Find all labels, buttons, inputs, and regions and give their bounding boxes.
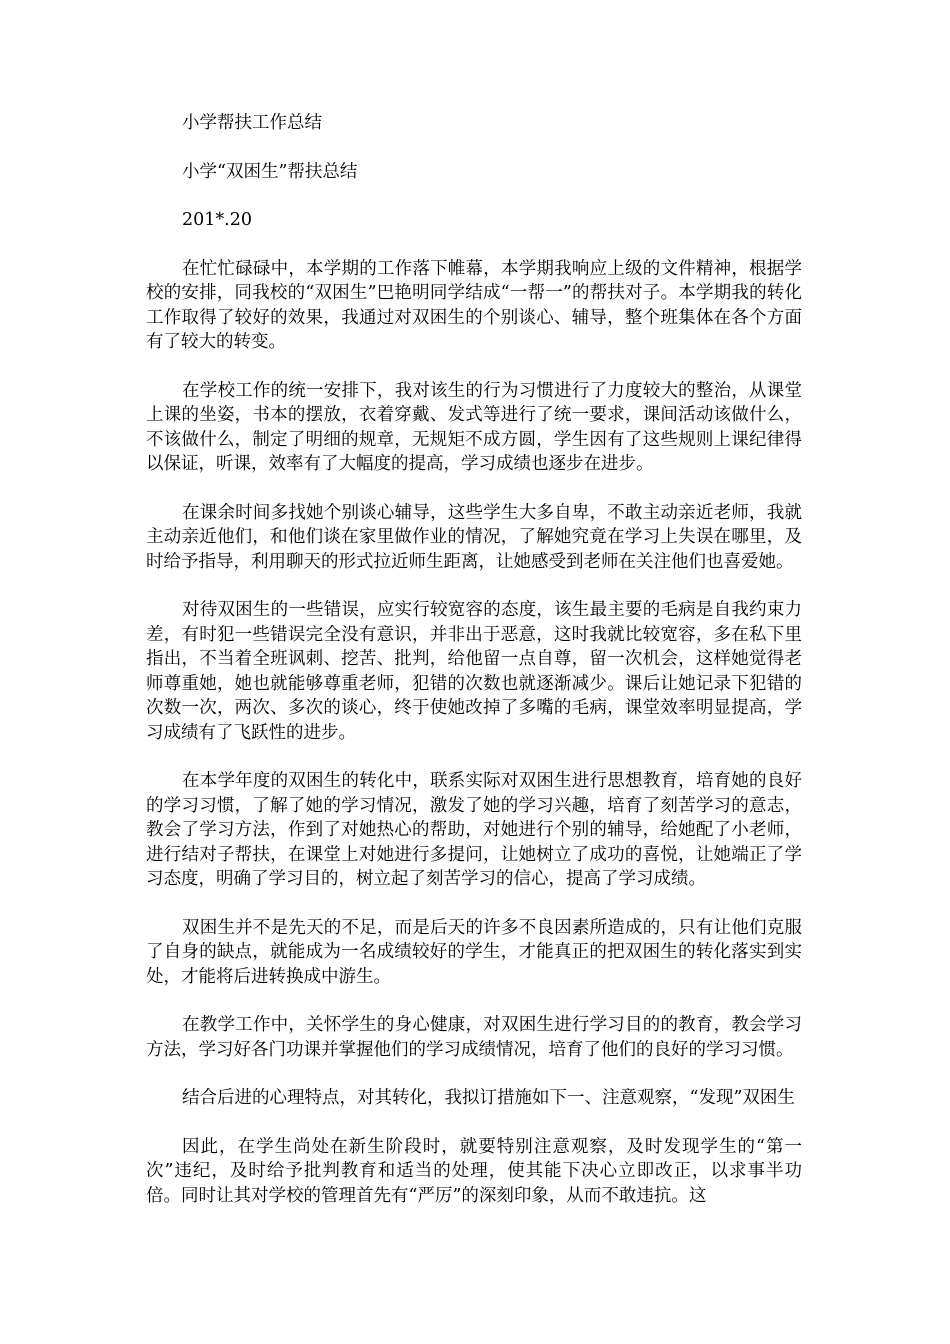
document-title: 小学帮扶工作总结 (182, 113, 322, 133)
paragraph-3: 在课余时间多找她个别谈心辅导，这些学生大多自卑，不敢主动亲近老师，我就主动亲近他们，和他们谈在家里做作业的情况，了解她究竟在学习上失误在哪里，及时给予指导，利用聊天的形式拉近师生距离，让她感受到老师在关注他们也喜爱她。 (146, 502, 802, 572)
paragraph-2: 在学校工作的统一安排下，我对该生的行为习惯进行了力度较大的整治，从课堂上课的坐姿，书本的摆放，衣着穿戴、发式等进行了统一要求，课间活动该做什么，不该做什么，制定了明细的规章，无规矩不成方圆，学生因有了这些规则上课纪律得以保证，听课，效率有了大幅度的提高，学习成绩也逐步在进步。 (146, 380, 802, 474)
paragraph-5: 在本学年度的双困生的转化中，联系实际对双困生进行思想教育，培育她的良好的学习习惯，了解了她的学习情况，激发了她的学习兴趣，培育了刻苦学习的意志，教会了学习方法，作到了对她热心的帮助，对她进行个别的辅导，给她配了小老师，进行结对子帮扶，在课堂上对她进行多提问，让她树立了成功的喜悦，让她端正了学习态度，明确了学习目的，树立起了刻苦学习的信心，提高了学习成绩。 (146, 771, 802, 889)
document-subtitle: 小学“双困生”帮扶总结 (182, 161, 358, 182)
paragraph-8: 结合后进的心理特点，对其转化，我拟订措施如下一、注意观察，“发现”双困生 (182, 1088, 795, 1108)
paragraph-7: 在教学工作中，关怀学生的身心健康，对双困生进行学习目的的教育，教会学习方法，学习好各门功课并掌握他们的学习成绩情况，培育了他们的良好的学习习惯。 (146, 1015, 802, 1060)
document-body (146, 111, 802, 1232)
paragraph-9: 因此，在学生尚处在新生阶段时，就要特别注意观察，及时发现学生的“第一次”违纪，及时给予批判教育和适当的处理，使其能下决心立即改正，以求事半功倍。同时让其对学校的管理首先有“严厉”的深刻印象，从而不敢违抗。这 (146, 1136, 802, 1206)
paragraph-4: 对待双困生的一些错误，应实行较宽容的态度，该生最主要的毛病是自我约束力差，有时犯一些错误完全没有意识，并非出于恶意，这时我就比较宽容，多在私下里指出，不当着全班讽刺、挖苦、批判，给他留一点自尊，留一次机会，这样她觉得老师尊重她，她也就能够尊重老师，犯错的次数也就逐渐减少。课后让她记录下犯错的次数一次，两次、多次的谈心，终于使她改掉了多嘴的毛病，课堂效率明显提高，学习成绩有了飞跃性的进步。 (146, 600, 802, 743)
paragraph-1: 在忙忙碌碌中，本学期的工作落下帷幕，本学期我响应上级的文件精神，根据学校的安排，同我校的“双困生”巴艳明同学结成“一帮一”的帮扶对子。本学期我的转化工作取得了较好的效果，我通过对双困生的个别谈心、辅导，整个班集体在各个方面有了较大的转变。 (146, 258, 802, 352)
paragraph-6: 双困生并不是先天的不足，而是后天的许多不良因素所造成的，只有让他们克服了自身的缺点，就能成为一名成绩较好的学生，才能真正的把双困生的转化落实到实处，才能将后进转换成中游生。 (146, 917, 802, 987)
document-date: 201*.20 (182, 210, 252, 230)
